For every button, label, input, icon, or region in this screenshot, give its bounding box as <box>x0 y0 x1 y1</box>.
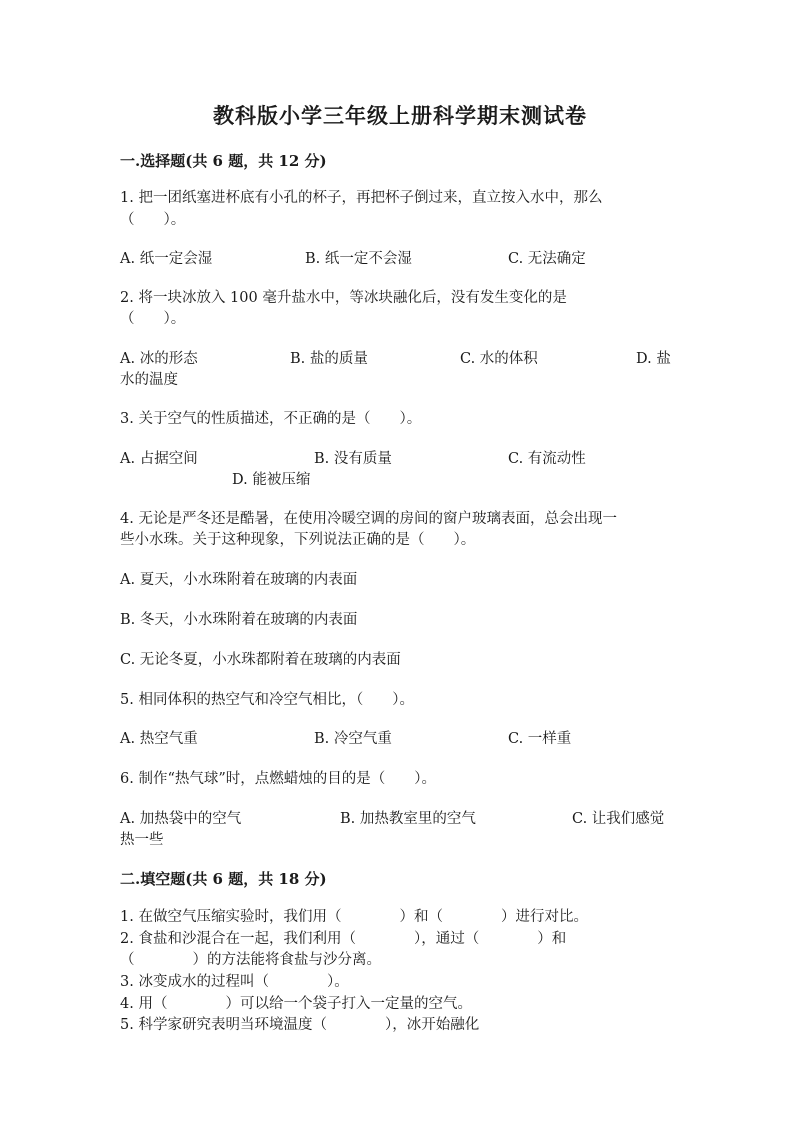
question-stem-line: 3. 关于空气的性质描述，不正确的是（ ）。 <box>120 411 422 427</box>
page-title: 教科版小学三年级上册科学期末测试卷 <box>213 103 587 128</box>
question-stem-line: 5. 相同体积的热空气和冷空气相比，（ ）。 <box>120 692 414 708</box>
question-stem-line: 2. 将一块冰放入 100 毫升盐水中，等冰块融化后，没有发生变化的是 <box>120 290 567 306</box>
option-b: B. 冬天，小水珠附着在玻璃的内表面 <box>120 612 358 628</box>
option-a: A. 加热袋中的空气 <box>120 811 242 827</box>
question-stem-line: （ ）。 <box>120 311 186 327</box>
question-stem-line: 些小水珠。关于这种现象，下列说法正确的是（ ）。 <box>120 532 476 548</box>
section-heading-choice: 一.选择题(共 6 题，共 12 分) <box>120 152 327 170</box>
option-a: A. 夏天，小水珠附着在玻璃的内表面 <box>120 572 358 588</box>
option-b: B. 盐的质量 <box>290 351 368 367</box>
option-b: B. 纸一定不会湿 <box>305 251 412 267</box>
option-b: B. 没有质量 <box>314 451 392 467</box>
fill-blank-line: （ ）的方法能将食盐与沙分离。 <box>120 952 381 968</box>
option-c: C. 无法确定 <box>508 251 586 267</box>
option-a: A. 占据空间 <box>120 451 198 467</box>
option-c: C. 无论冬夏，小水珠都附着在玻璃的内表面 <box>120 652 401 668</box>
question-stem-line: 6. 制作“热气球”时，点燃蜡烛的目的是（ ）。 <box>120 771 437 787</box>
fill-blank-line: 3. 冰变成水的过程叫（ ）。 <box>120 974 349 990</box>
question-stem-line: 4. 无论是严冬还是酷暑，在使用冷暖空调的房间的窗户玻璃表面，总会出现一 <box>120 511 617 527</box>
option-c-continued: 热一些 <box>120 832 164 848</box>
fill-blank-line: 2. 食盐和沙混合在一起，我们利用（ ），通过（ ）和 <box>120 931 567 947</box>
option-d: D. 盐 <box>636 351 671 367</box>
fill-blank-line: 5. 科学家研究表明当环境温度（ ），冰开始融化 <box>120 1017 480 1033</box>
fill-blank-line: 4. 用（ ）可以给一个袋子打入一定量的空气。 <box>120 996 472 1012</box>
option-d-continued: 水的温度 <box>120 372 178 388</box>
option-c: C. 水的体积 <box>460 351 538 367</box>
option-c: C. 一样重 <box>508 731 572 747</box>
option-c: C. 有流动性 <box>508 451 586 467</box>
question-stem-line: （ ）。 <box>120 212 186 228</box>
option-b: B. 冷空气重 <box>314 731 392 747</box>
option-c: C. 让我们感觉 <box>572 811 665 827</box>
option-d: D. 能被压缩 <box>232 472 311 488</box>
option-a: A. 纸一定会湿 <box>120 251 213 267</box>
fill-blank-line: 1. 在做空气压缩实验时，我们用（ ）和（ ）进行对比。 <box>120 909 588 925</box>
question-stem-line: 1. 把一团纸塞进杯底有小孔的杯子，再把杯子倒过来，直立按入水中，那么 <box>120 190 603 206</box>
option-a: A. 冰的形态 <box>120 351 198 367</box>
section-heading-fill-blank: 二.填空题(共 6 题，共 18 分) <box>120 870 327 888</box>
option-b: B. 加热教室里的空气 <box>340 811 476 827</box>
option-a: A. 热空气重 <box>120 731 198 747</box>
